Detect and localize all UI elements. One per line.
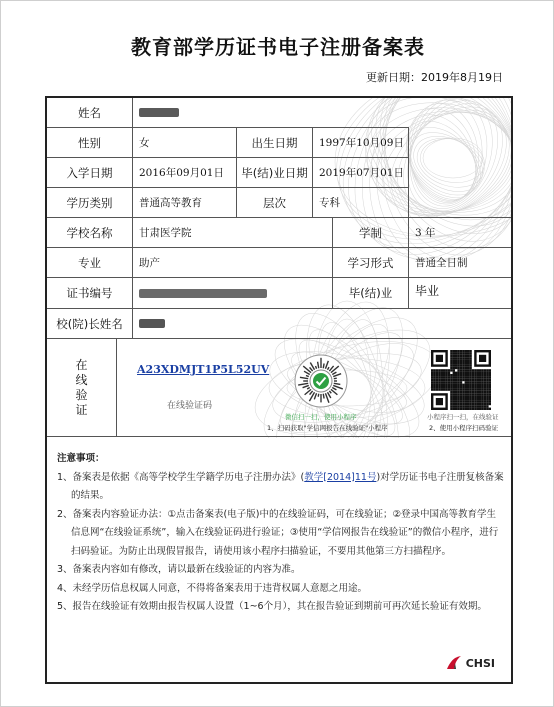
- level-value: 专科: [313, 188, 409, 218]
- birth-label: 出生日期: [237, 128, 313, 158]
- cert-number-value: [133, 278, 333, 309]
- notes-heading: 注意事项：: [57, 453, 105, 464]
- verify-char: 验: [75, 387, 88, 402]
- level-label: 层次: [237, 188, 313, 218]
- notes-section: [57, 450, 505, 617]
- note-item-5: 5、报告在线验证有效期由报告权属人设置（1~6个月），其在报告验证到期前可再次延长验证有效期。: [57, 601, 487, 612]
- edu-type-label: 学历类别: [47, 188, 133, 218]
- enroll-label: 入学日期: [47, 158, 133, 188]
- mini-program-code-icon[interactable]: [293, 353, 349, 409]
- president-redacted: [139, 319, 165, 328]
- major-label: 专业: [47, 248, 133, 278]
- note-item-2: 2、备案表内容验证办法：①点击备案表(电子版)中的在线验证码，可在线验证；②登录中国高等教育学生信息网“在线验证系统”，输入在线验证码进行验证；③使用“学信网报告在线验证”的微信小程序，进行扫码验证。为防止出现假冒报告，请使用该小程序扫描验证，不要用其他第三方扫描程序。: [57, 508, 499, 557]
- grad-status-value: 毕业: [409, 278, 511, 309]
- study-form-label: 学习形式: [333, 248, 409, 278]
- record-form: [45, 96, 513, 684]
- duration-value: 3 年: [409, 218, 511, 248]
- update-date: [366, 69, 503, 85]
- note-1-text: 1、备案表是依据《高等学校学生学籍学历电子注册办法》(: [57, 471, 305, 483]
- chsi-logo-text: CHSI: [465, 656, 495, 670]
- qr-code-icon[interactable]: [431, 350, 491, 410]
- gender-label: 性别: [47, 128, 133, 158]
- president-label: 校(院)长姓名: [47, 309, 133, 339]
- note-item-1: [57, 469, 505, 506]
- page-title: 教育部学历证书电子注册备案表: [131, 35, 425, 59]
- cert-number-label: 证书编号: [47, 278, 133, 309]
- cert-number-redacted: [139, 289, 267, 298]
- name-label: 姓名: [47, 98, 133, 128]
- verify-code-label: 在线验证码: [167, 401, 213, 411]
- president-value: [133, 309, 511, 339]
- qr-caption: 小程序扫一扫，在线验证: [427, 413, 499, 421]
- regulation-link[interactable]: 教学[2014]11号: [304, 471, 377, 483]
- edu-type-value: 普通高等教育: [133, 188, 237, 218]
- update-date-value: 2019年8月19日: [421, 71, 503, 84]
- duration-label: 学制: [333, 218, 409, 248]
- study-form-value: 普通全日制: [409, 248, 511, 278]
- note-item-4: 4、未经学历信息权属人同意，不得将备案表用于违背权属人意愿之用途。: [57, 582, 368, 594]
- verify-char: 证: [75, 402, 88, 417]
- grad-date-value: 2019年07月01日: [313, 158, 409, 188]
- enroll-value: 2016年09月01日: [133, 158, 237, 188]
- chsi-logo: [445, 654, 495, 672]
- note-item-3: 3、备案表内容如有修改，请以最新在线验证的内容为准。: [57, 564, 301, 575]
- school-label: 学校名称: [47, 218, 133, 248]
- verify-char: 线: [75, 372, 88, 387]
- verify-code-link[interactable]: A23XDMJT1P5L52UV: [137, 363, 270, 376]
- mini-step: 1、扫码获取"学信网报告在线验证"小程序: [267, 424, 388, 432]
- school-value: 甘肃医学院: [133, 218, 333, 248]
- birth-value: 1997年10月09日: [313, 128, 409, 158]
- note-1-text-end: )对学历证书电子注册复核备案的结果。: [71, 471, 504, 501]
- name-redacted: [139, 108, 179, 117]
- grad-date-label: 毕(结)业日期: [237, 158, 313, 188]
- gender-value: 女: [133, 128, 237, 158]
- update-date-label: 更新日期：: [366, 71, 421, 84]
- grad-status-label: 毕(结)业: [333, 278, 409, 309]
- major-value: 助产: [133, 248, 333, 278]
- photo-area: [409, 98, 511, 218]
- name-value: [133, 98, 409, 128]
- verify-char: 在: [75, 357, 88, 372]
- qr-step: 2、使用小程序扫码验证: [429, 424, 499, 432]
- online-verify-label: [47, 339, 117, 437]
- mini-caption: 微信扫一扫，使用小程序: [285, 413, 357, 421]
- chsi-bird-icon: [445, 654, 463, 672]
